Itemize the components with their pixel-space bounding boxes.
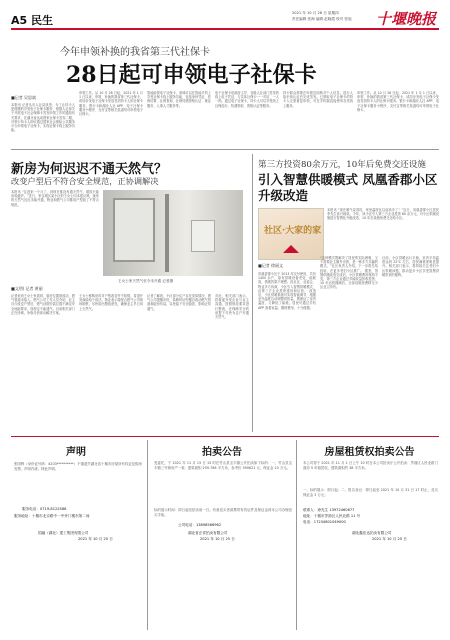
story2-col1 [11,294,75,429]
story3-subhead-1 [258,172,443,204]
story2-subhead: 改变户型后不符合安全规范，正协调解决 [11,176,159,186]
story3-text: 目前，小区供暖运行平稳，室内平均温度达到 22℃ 左右，居民满意度明显提升。相关部门表示，将持续关注老旧小区供暖问题，推动更多小区享受智慧供暖带来的便利。 [382,256,439,277]
story3-col3 [382,256,439,430]
notice3-title: 房屋租赁权拍卖公告 [324,447,415,458]
story3-col1 [258,272,316,430]
notice2-phone: 公司电话：13898566962 [178,523,222,527]
story1-text: 电子社保卡是政府主导、各级人社部门签发的线上电子凭证，与实体社保卡一一对应、一人一码。通过电子社保卡，持卡人可以享受线上社保经办、待遇领取、资格认证等服务。 [215,91,279,108]
notice1-title: 声明 [66,447,86,458]
divider [252,154,253,432]
divider [147,440,148,630]
story1-col4 [215,91,279,145]
story1-text: 申领工作。从 10 月 28 日起，2021 年 1 月 1 日以来，申领、补换的我省第三代社保卡，或同步发电子社保卡发放签到持卡人的社保卡服务。银行卡和湖北人社 APP、电子社保卡服务小程序、支付宝等相关渠道均可申领电子社保卡。 [357,91,439,112]
notice2-body-b: 标的展示时间：即日起至拍卖前一日。有意竞买者请携带有效证件及保证金到本公司办理竞买手续。 [154,508,292,517]
section-label: A5 民生 [11,14,53,27]
story1-text: 智能能领电子社保卡，意味可以在智能手机上享受社保卡线上服务功能，包括身份凭证、医保结算、社保查询、社保待遇资格认证、就业服务、人事人才服务等。 [147,91,211,108]
story3-text: 凤凰香郡小区于 2013 年交付使用，共有 1400 余户，原有供暖设备老化、能耗高，供暖效果不理想。经社区、业委会、物业多方协商，小区引入智慧供暖模式，由第三方企业投资建设和运营。 [258,272,316,293]
notice3-address: 地址：十堰市茅箭区人民北路 11 号 [303,514,361,518]
story1-text: 申领工作。从 10 月 28 日起，2021 年 1 月 1 日以来，申领、补换的我省第三代社保卡，或同步发电子社保卡发放签到持卡人的社保卡服务。银行卡和湖北人社 APP、电子社保卡服务小程序、支付宝等相关渠道均可申领电子社保卡。 [79,91,143,117]
story3-col-top [327,208,439,254]
story2-text: 对此，相关部门表示，将督促开发企业与业主沟通，按照规范要求进行整改，在保障安全的前提下尽快为住户开通天然气。 [215,294,249,320]
notice3-body-a: 本公司将于 2021 年 11 月 1 日上午 10 时在本公司拍卖厅公开拍卖：茅箭区人民北路门面房 5 年租赁权，建筑面积约 38 平方米。 [303,461,438,470]
story2-photo [103,190,243,276]
story1-col5 [283,91,353,145]
story1-col1 [11,103,75,145]
date-line: 2021 年 10 月 28 日 星期四 [292,11,339,15]
story2-col-left [11,190,99,282]
window-frame [113,198,155,262]
story1-byline: ■记者 吴思斌 [11,95,37,100]
story1-text: 本报讯 记者从市人社局获悉，为了让持卡人更便捷的享受电子社保卡服务，根据人社部关于开展电子社会保障卡签发申领工作的通知有关要求，在湖北省达成国家社保卡签发二期，可领卡持卡人即可通过国家社会保险公共服务平台申领电子社保卡，实现社保卡线上服务功能。 [11,103,75,133]
notice3-body-b: 一、标的展示：即日起；二、报名登记：即日起至 2021 年 10 月 31 日 17 时止，竞买保证金 2 万元； [303,488,438,497]
story1-text: 持卡群众需要在申领页面核对个人信息，进行人脸识别认证后完成签发。已领取电子社保卡的持卡人无需重复申领，可在手机端直接使用各类线上服务。 [283,91,353,108]
story2-col2 [79,294,143,429]
story2-text: 本报讯 “住进来一个月了，到现在都没有通天然气，做饭只能用电磁炉。”近日，家住城区某小区的王女士向本报反映，她家的天然气迟迟未能开通，物业和燃气公司都说户型改了不符合规范。 [11,190,99,207]
divider [11,149,439,150]
brand-logo: 十堰晚报 [376,10,437,28]
notice1-address: 服务地址：十堰市北京路中一中旁门楼东第二间 [14,514,90,518]
notice1-phone: 服务电话：0719-8122588 [22,507,67,511]
notice2-org: 湖北省正祥拍卖有限公司 [188,531,228,535]
notice2-body-a: 受委托，于 2021 年 11 月 15 日 15 时在竹山县宝丰镇公开拍卖如下标的：一、竹山县宝丰镇三号街房产一套，建筑面积 259.786 平方米，参考价 390621 元，保证金 10 万元。 [154,461,292,470]
meter-box [191,220,215,252]
story1-col2 [79,91,143,145]
story3-text: 改造后，小区供暖系统可实现智能调节，根据室外温度自动调整供热量，既保证了室内温度，又降低了能耗。居民可通过手机 APP 查看室温、缴纳费用，十分便捷。 [258,288,316,310]
notice1-body: 张国辉（身份证号码：4203**********）不慎遗失湖北省十堰市房屋所有权证及购房发票，声明作废。特此声明。 [14,462,142,471]
story2-headline: 新房为何迟迟不通天然气？ [11,162,168,177]
story3-byline: ■记者 徐丽文 [258,263,284,268]
story3-subhead: 引入智慧供暖模式 凤凰香郡小区升级改造 [258,172,438,203]
notice2-date: 2021 年 10 月 25 日 [200,537,235,541]
header-rule [11,28,439,30]
story3-badge: 社区·大家的家 [264,226,322,236]
story3-photo [258,208,324,260]
notice1-date: 2021 年 10 月 25 日 [78,537,113,541]
story2-byline: ■文/图 记者 黄丽 [11,286,43,291]
story1-headline: 28日起可申领电子社保卡 [66,62,317,88]
story3-col2 [320,256,378,430]
story1-col3 [147,91,211,145]
story1-kicker: 今年申领补换的我省第三代社保卡 [60,47,210,58]
story2-col4 [215,294,249,429]
notice3-phone2: 电话：17234801049000 [303,520,346,524]
story2-text: 记者了解到，小区部分住户存在类似情况，燃气公司提醒市民，装修时切勿擅自改动燃气管道和厨房布局，以免留下安全隐患，影响正常通气。 [147,294,211,311]
notices-rule [11,436,439,437]
notice3-phone: 联系人：徐先生 13972460677 [303,508,355,512]
story3-headline: 第三方投资80余万元，10年后免费交还设施 [258,160,426,170]
notice3-date: 2021 年 10 月 25 日 [372,537,407,541]
story2-text: 记者来到王女士家看到，厨房位置被改动，燃气管道未接入。燃气公司工作人员介绍，业主自行改变户型后，燃气设施安装位置不满足安全间距要求，按规定不能通气。目前相关部门正在协调，争取尽快拿出解决方案。 [11,294,75,315]
notice2-title: 拍卖公告 [202,447,242,458]
story1-col6 [357,91,439,145]
story2-caption: 王女士家天然气至今未开通 记者摄 [118,279,174,283]
notice1-org: 国融（湖北）建工集团有限公司 [38,531,89,535]
story3-text: “这种模式既解决了居民的实际困难，又不需要业主额外出资，是一种多方共赢的模式。”社区负责人介绍，下一步将总结经验，在更多老旧小区推广。 [320,256,378,273]
editor-line: 责任编辑 张海 编辑 赵晓霞 校对 张旭 [292,17,352,21]
story3-text: 本报讯 “现在暖气烧得旺，家里温度比以前高多了！”近日，凤凰香郡小区居民李先生高兴地说。今年，该小区引入第三方企业投资 80 余万元，对小区供暖设施进行智慧化升级改造，10 年后设施免费交还给小区。 [327,208,439,221]
story2-text: 王女士称购房时对户型改变并不知情，希望开发商能给个说法。物业表示将配合燃气公司现场勘察，尽快给出整改意见，确保业主早日用上天然气。 [79,294,143,311]
house-icon [283,245,299,253]
story2-col3 [147,294,211,429]
gas-pipe [165,194,169,272]
story3-text: 据悉，智慧供暖改造完成后，小区供暖费用保持不变，第三方企业通过节能收益回收投资，10 年运营期满后，全部设施免费移交小区业主所有。 [320,268,378,290]
notice3-org: 湖北鑫佳达拍卖有限公司 [352,531,392,535]
divider [296,440,297,630]
